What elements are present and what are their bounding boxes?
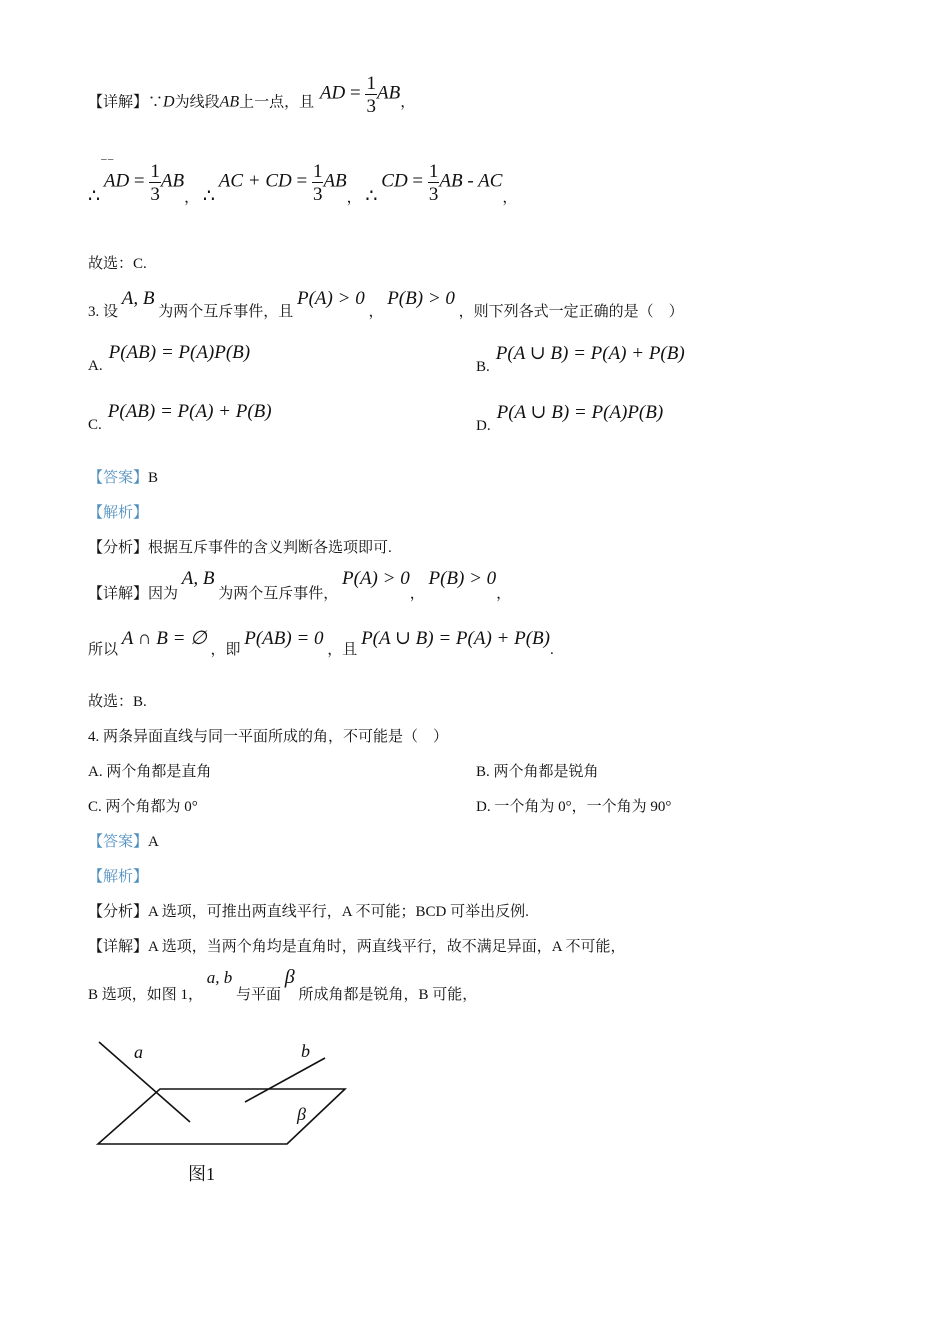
q4-fenxi: 【分析】A 选项，可推出两直线平行，A 不可能；BCD 可举出反例. (88, 904, 529, 920)
q3-choose: 故选：B. (88, 694, 147, 710)
q4-option-b: B. 两个角都是锐角 (476, 764, 599, 780)
q3-fenxi: 【分析】根据互斥事件的含义判断各选项即可. (88, 540, 392, 556)
q4-answer: 【答案】A (88, 834, 159, 850)
text-point-on: 上一点，且 (239, 94, 315, 111)
vector-eq-2: AC + CD = $\frac{1}{3}$ AB (218, 161, 347, 205)
q3-option-c: C.P(AB) = P(A) + P(B) (88, 401, 272, 433)
q4-detail: 【详解】A 选项，当两个角均是直角时，两直线平行，故不满足异面，A 不可能， (88, 939, 626, 955)
q4-option-c: C. 两个角都为 0° (88, 799, 198, 815)
q4-detail-b: B 选项，如图 1， a, b 与平面 β 所成角都是锐角，B 可能， (88, 966, 478, 1003)
q3-conclusion: 所以 A ∩ B = ∅ ，即 P(AB) = 0 ，且 P(A ∪ B) = P(A) + P(B). (88, 628, 554, 658)
q4-stem: 4. 两条异面直线与同一平面所成的角，不可能是（ ） (88, 729, 449, 745)
vector-arrow-marks: ̅ ̅ (103, 158, 115, 170)
therefore-symbol-1: ∴ (88, 186, 101, 208)
plane-beta (98, 1089, 345, 1144)
equation-ad: AD = $\frac{1}{3}$ AB (319, 73, 401, 117)
q3-analysis-label: 【解析】 (88, 505, 149, 521)
cond-pb: P(B) > 0 (387, 288, 455, 309)
q3-detail: 【详解】因为 A, B 为两个互斥事件， P(A) > 0， P(B) > 0， (88, 568, 512, 602)
choose-c-line: 故选：C. (88, 256, 147, 272)
text-segment: 为线段 (174, 94, 220, 111)
q3-option-a: A.P(AB) = P(A)P(B) (88, 342, 251, 374)
comma: ， (400, 94, 416, 111)
cond-pa: P(A) > 0 (297, 288, 365, 309)
q3-option-d: D.P(A ∪ B) = P(A)P(B) (476, 402, 664, 434)
because-symbol: ∵ (148, 94, 164, 111)
vector-eq-1: ̅ ̅ AD = $\frac{1}{3}$ AB (103, 158, 185, 205)
q4-option-a: A. 两个角都是直角 (88, 764, 212, 780)
label-beta: β (297, 1104, 306, 1124)
detail-line-1 (88, 73, 416, 124)
q4-analysis-label: 【解析】 (88, 869, 149, 885)
q3-option-b: B.P(A ∪ B) = P(A) + P(B) (476, 343, 685, 375)
figure-caption: 图1 (188, 1164, 215, 1184)
label-a: a (134, 1042, 143, 1062)
q3-answer: 【答案】B (88, 470, 159, 486)
vector-eq-3: CD = $\frac{1}{3}$ AB - AC (381, 161, 503, 205)
q4-option-d: D. 一个角为 0°，一个角为 90° (476, 799, 672, 815)
segment-ab: AB (219, 93, 240, 111)
q3-stem: 3. 设 A, B 为两个互斥事件，且 P(A) > 0 ， P(B) > 0 ，则下列各式一定正确的是（ ） (88, 288, 684, 320)
fraction-one-third: $\frac{1}{3}$ (366, 73, 376, 117)
therefore-symbol-2: ∴ (202, 186, 215, 208)
figure-1 (90, 1030, 360, 1190)
therefore-line: ∴ ̅ ̅ AD = $\frac{1}{3}$ AB， ∴ AC + CD = $\frac{1}{3}$ AB， ∴ CD = $\frac{1}{3}$ AB - AC， (88, 158, 518, 208)
line-b (245, 1058, 325, 1102)
point-d: D (163, 93, 175, 111)
detail-label: 【详解】 (88, 94, 149, 111)
line-a (99, 1042, 190, 1122)
therefore-symbol-3: ∴ (365, 186, 378, 208)
sets-ab: A, B (121, 288, 155, 309)
label-b: b (301, 1041, 310, 1061)
